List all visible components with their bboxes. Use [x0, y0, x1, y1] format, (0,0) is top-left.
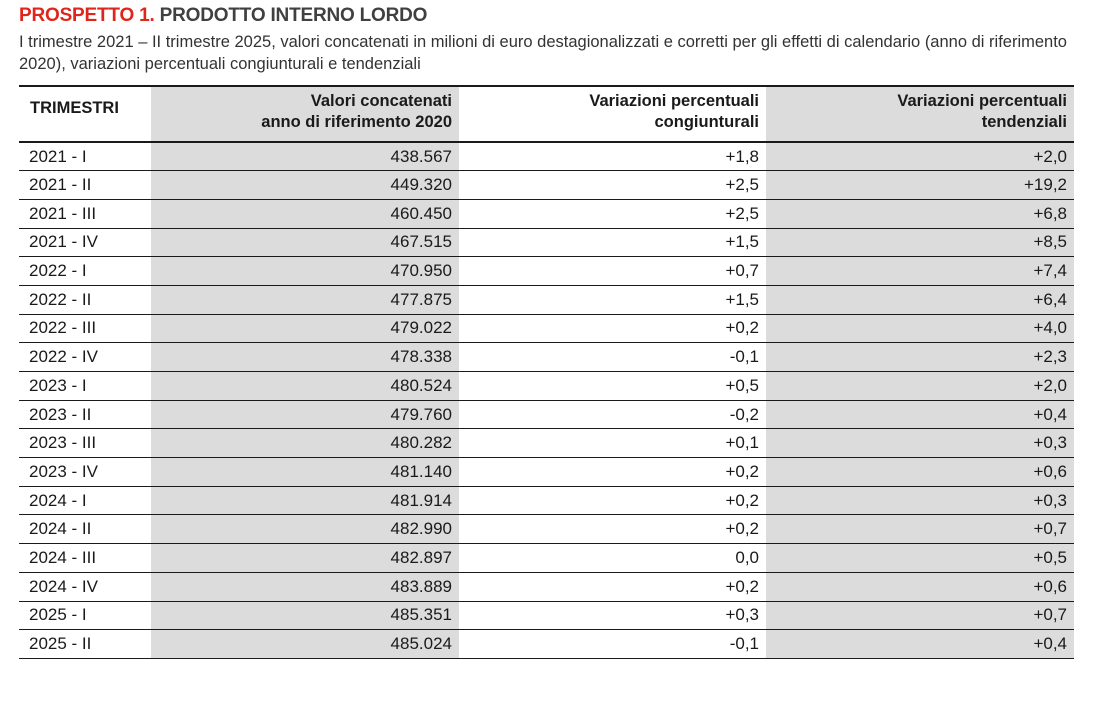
cell-yoy-change: +0,6: [766, 458, 1074, 487]
title-prefix: PROSPETTO 1.: [19, 5, 155, 26]
cell-qoq-change: -0,1: [459, 630, 766, 659]
cell-chained-value: 449.320: [151, 171, 459, 200]
header-chained-values-line2: anno di riferimento 2020: [261, 113, 452, 131]
cell-quarter: 2022 - III: [19, 314, 151, 343]
cell-chained-value: 482.897: [151, 544, 459, 573]
page-title: [19, 5, 427, 27]
cell-quarter: 2024 - IV: [19, 572, 151, 601]
cell-qoq-change: +0,2: [459, 458, 766, 487]
table-row: [19, 285, 1074, 314]
table-row: [19, 314, 1074, 343]
header-quarters: TRIMESTRI: [19, 86, 151, 142]
cell-yoy-change: +2,3: [766, 343, 1074, 372]
cell-yoy-change: +4,0: [766, 314, 1074, 343]
cell-chained-value: 480.282: [151, 429, 459, 458]
cell-yoy-change: +0,4: [766, 630, 1074, 659]
cell-quarter: 2023 - II: [19, 400, 151, 429]
cell-quarter: 2025 - I: [19, 601, 151, 630]
table-header: [19, 86, 1074, 142]
table-row: [19, 486, 1074, 515]
cell-chained-value: 481.914: [151, 486, 459, 515]
cell-quarter: 2022 - II: [19, 285, 151, 314]
cell-yoy-change: +0,5: [766, 544, 1074, 573]
header-qoq-line1: Variazioni percentuali: [589, 92, 759, 110]
table-row: [19, 228, 1074, 257]
cell-quarter: 2023 - IV: [19, 458, 151, 487]
cell-quarter: 2021 - III: [19, 199, 151, 228]
cell-chained-value: 467.515: [151, 228, 459, 257]
header-yoy-line1: Variazioni percentuali: [897, 92, 1067, 110]
table-row: [19, 257, 1074, 286]
cell-yoy-change: +7,4: [766, 257, 1074, 286]
table-row: [19, 142, 1074, 171]
cell-yoy-change: +0,4: [766, 400, 1074, 429]
cell-qoq-change: 0,0: [459, 544, 766, 573]
header-qoq-line2: congiunturali: [654, 113, 759, 131]
cell-chained-value: 470.950: [151, 257, 459, 286]
cell-yoy-change: +6,4: [766, 285, 1074, 314]
cell-quarter: 2021 - IV: [19, 228, 151, 257]
cell-yoy-change: +0,3: [766, 429, 1074, 458]
cell-quarter: 2025 - II: [19, 630, 151, 659]
cell-qoq-change: +2,5: [459, 199, 766, 228]
table-row: [19, 515, 1074, 544]
title-main: PRODOTTO INTERNO LORDO: [159, 5, 428, 26]
cell-yoy-change: +0,7: [766, 601, 1074, 630]
table-row: [19, 171, 1074, 200]
cell-qoq-change: +0,5: [459, 372, 766, 401]
cell-qoq-change: +1,5: [459, 228, 766, 257]
cell-yoy-change: +8,5: [766, 228, 1074, 257]
cell-chained-value: 477.875: [151, 285, 459, 314]
table-row: [19, 343, 1074, 372]
cell-qoq-change: +0,2: [459, 515, 766, 544]
cell-qoq-change: +0,7: [459, 257, 766, 286]
header-chained-values: [151, 86, 459, 142]
table-body: [19, 142, 1074, 658]
table-row: [19, 199, 1074, 228]
header-yoy-change: [766, 86, 1074, 142]
cell-chained-value: 482.990: [151, 515, 459, 544]
cell-chained-value: 485.351: [151, 601, 459, 630]
gdp-table: [19, 85, 1074, 659]
header-qoq-change: [459, 86, 766, 142]
cell-qoq-change: +0,2: [459, 572, 766, 601]
table-row: [19, 429, 1074, 458]
cell-chained-value: 479.760: [151, 400, 459, 429]
cell-quarter: 2023 - I: [19, 372, 151, 401]
cell-chained-value: 479.022: [151, 314, 459, 343]
table-row: [19, 400, 1074, 429]
cell-qoq-change: +0,2: [459, 314, 766, 343]
cell-chained-value: 483.889: [151, 572, 459, 601]
cell-quarter: 2023 - III: [19, 429, 151, 458]
table-row: [19, 601, 1074, 630]
cell-qoq-change: +0,1: [459, 429, 766, 458]
cell-yoy-change: +6,8: [766, 199, 1074, 228]
cell-qoq-change: +1,8: [459, 142, 766, 171]
header-row: [19, 86, 1074, 142]
cell-qoq-change: -0,1: [459, 343, 766, 372]
cell-qoq-change: +0,3: [459, 601, 766, 630]
cell-chained-value: 438.567: [151, 142, 459, 171]
cell-yoy-change: +0,6: [766, 572, 1074, 601]
table-row: [19, 630, 1074, 659]
cell-yoy-change: +0,3: [766, 486, 1074, 515]
cell-quarter: 2021 - I: [19, 142, 151, 171]
cell-chained-value: 481.140: [151, 458, 459, 487]
cell-chained-value: 480.524: [151, 372, 459, 401]
cell-qoq-change: +1,5: [459, 285, 766, 314]
cell-quarter: 2022 - I: [19, 257, 151, 286]
cell-quarter: 2024 - I: [19, 486, 151, 515]
cell-qoq-change: +0,2: [459, 486, 766, 515]
cell-yoy-change: +2,0: [766, 372, 1074, 401]
cell-chained-value: 460.450: [151, 199, 459, 228]
header-chained-values-line1: Valori concatenati: [310, 92, 452, 110]
cell-quarter: 2024 - II: [19, 515, 151, 544]
table-row: [19, 372, 1074, 401]
cell-qoq-change: +2,5: [459, 171, 766, 200]
cell-chained-value: 485.024: [151, 630, 459, 659]
cell-qoq-change: -0,2: [459, 400, 766, 429]
cell-quarter: 2021 - II: [19, 171, 151, 200]
table-row: [19, 572, 1074, 601]
cell-quarter: 2022 - IV: [19, 343, 151, 372]
cell-quarter: 2024 - III: [19, 544, 151, 573]
cell-yoy-change: +0,7: [766, 515, 1074, 544]
cell-chained-value: 478.338: [151, 343, 459, 372]
cell-yoy-change: +2,0: [766, 142, 1074, 171]
page-subtitle: I trimestre 2021 – II trimestre 2025, valori concatenati in milioni di euro destagionalizzati e corretti per gli effetti di calendario (anno di riferimento 2020), variazioni percentuali congiunturali e tendenziali: [19, 33, 1067, 73]
header-yoy-line2: tendenziali: [981, 113, 1067, 131]
cell-yoy-change: +19,2: [766, 171, 1074, 200]
table-row: [19, 544, 1074, 573]
table-row: [19, 458, 1074, 487]
